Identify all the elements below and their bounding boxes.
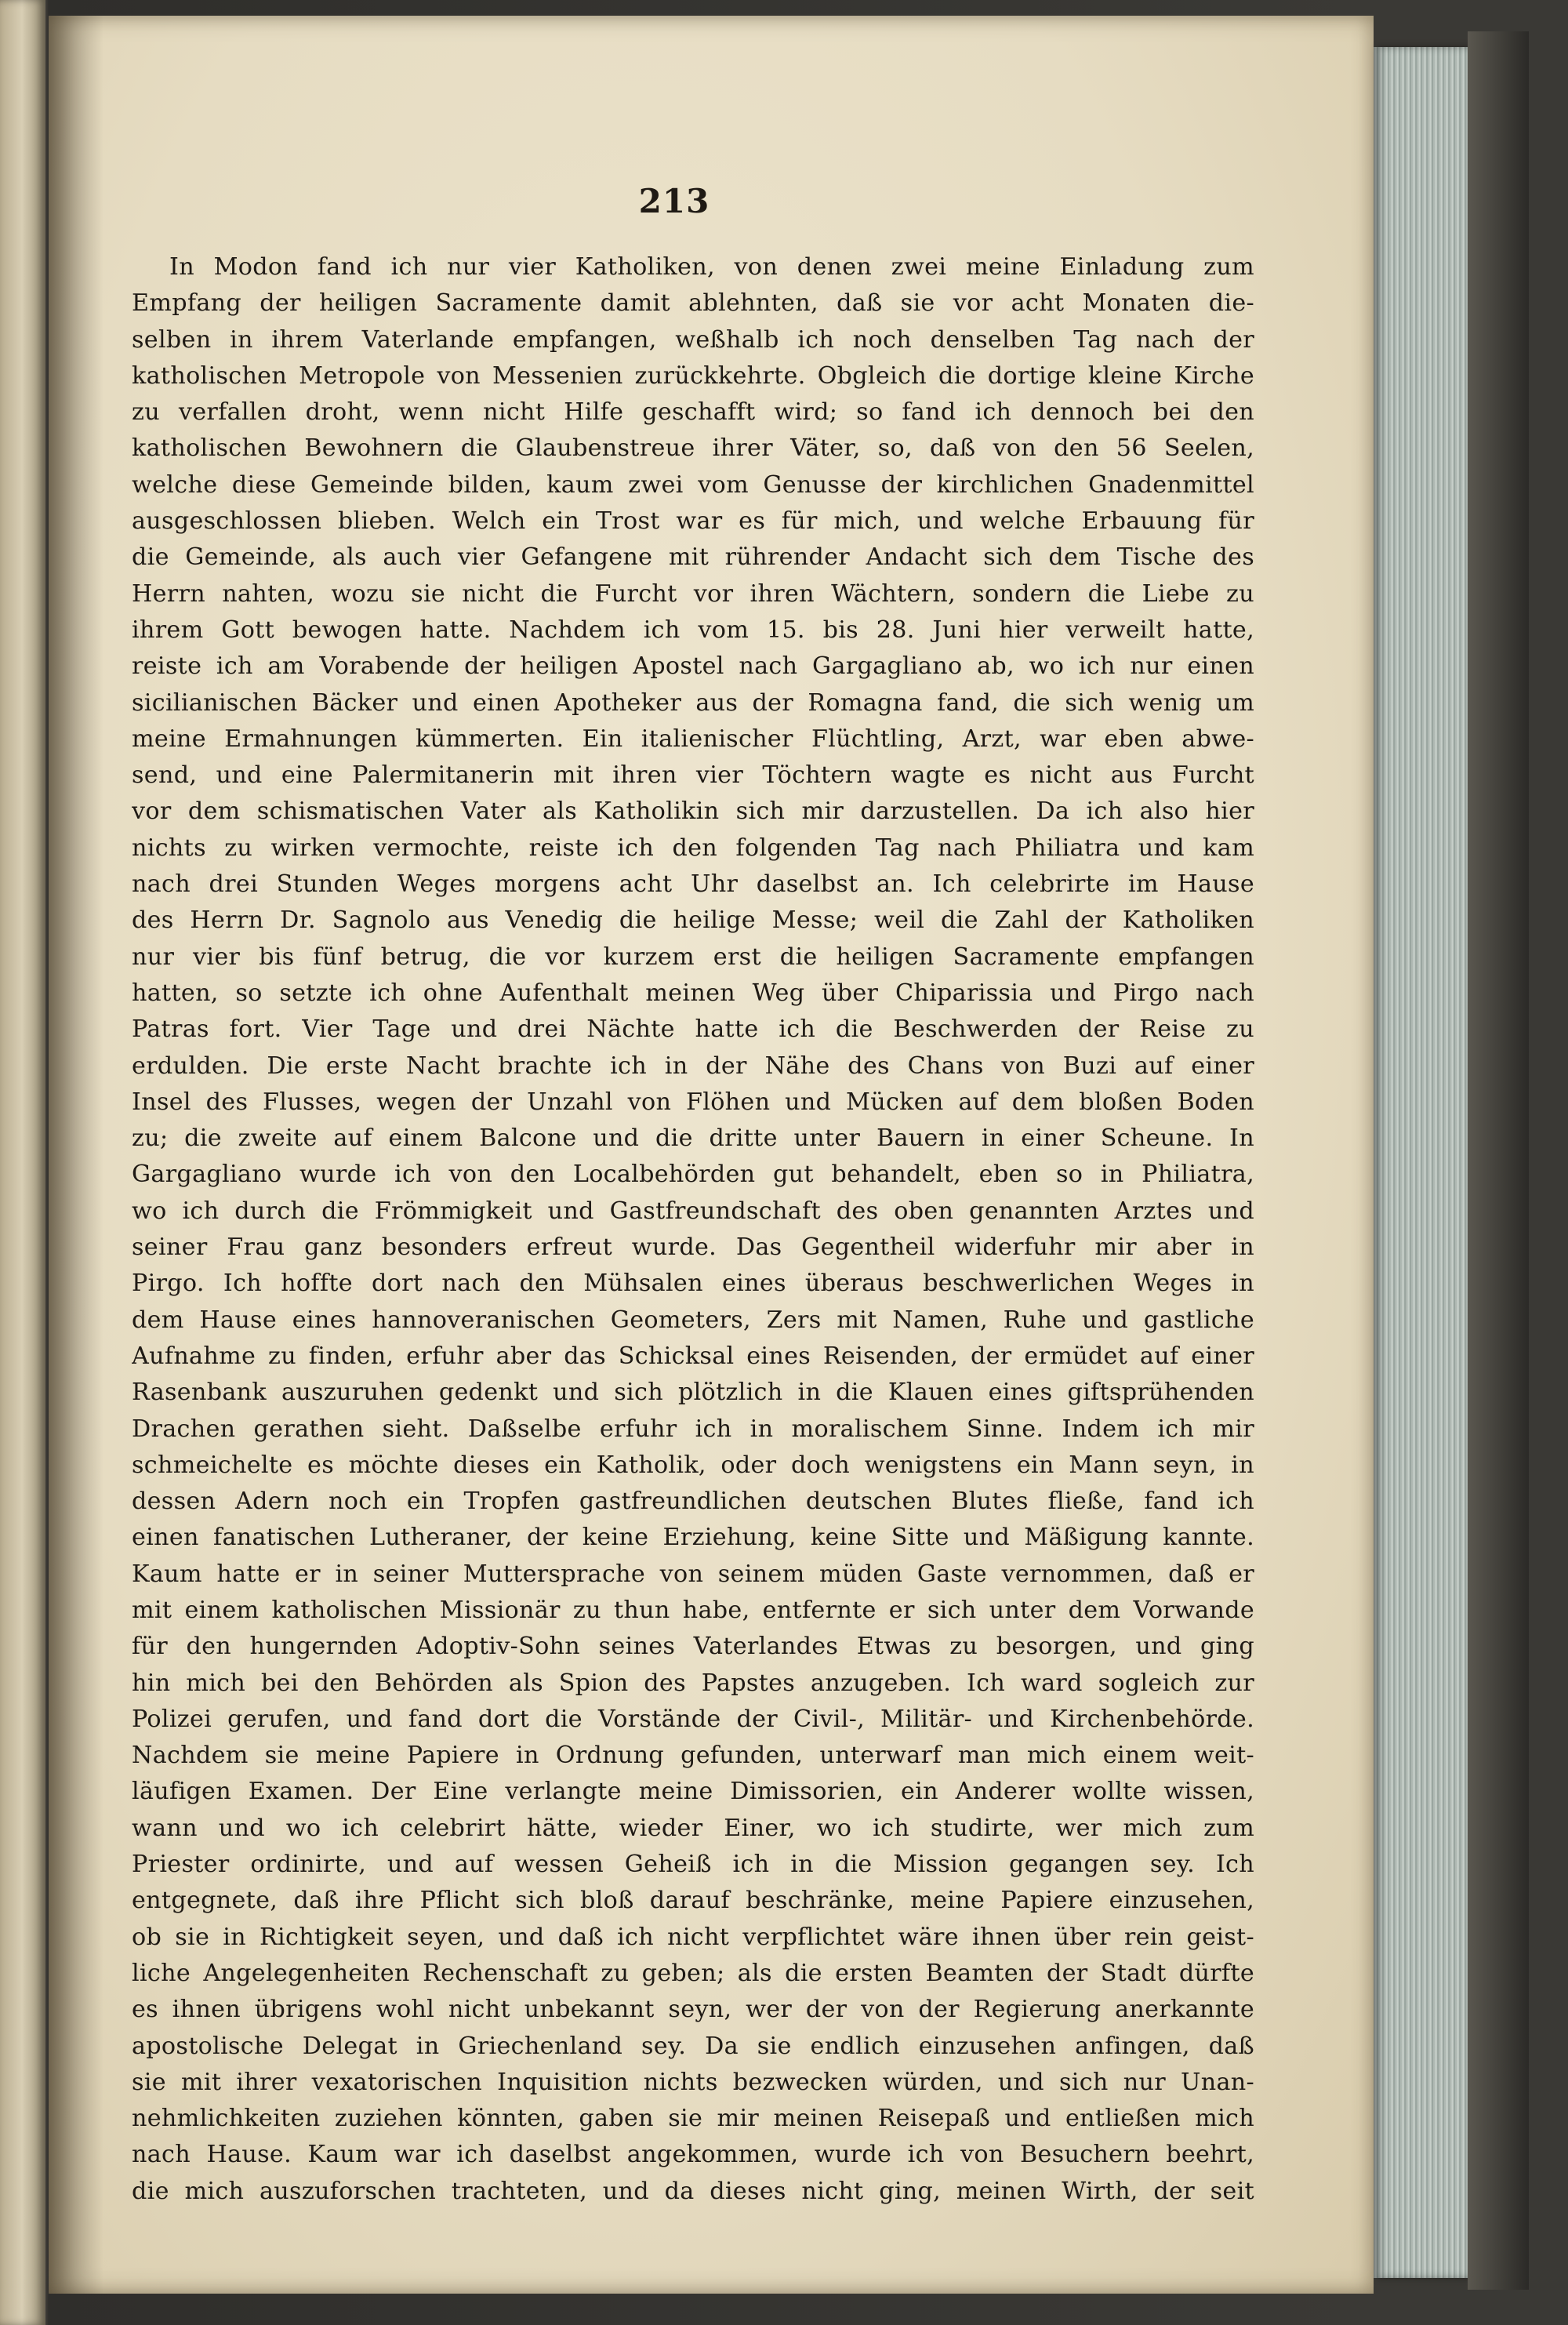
text-line: Patras fort. Vier Tage und drei Nächte hatte ich die Beschwerden der Reise zu (132, 1015, 1254, 1044)
text-line: nehmlichkeiten zuziehen könnten, gaben sie mir meinen Reisepaß und entließen mich (132, 2105, 1254, 2133)
text-line: Drachen gerathen sieht. Daßselbe erfuhr ich in moralischem Sinne. Indem ich mir (132, 1415, 1254, 1443)
text-line: ihrem Gott bewogen hatte. Nachdem ich vom 15. bis 28. Juni hier verweilt hatte, (132, 616, 1254, 644)
page-block-edges (1374, 47, 1468, 2278)
text-line: Gargagliano wurde ich von den Localbehörden gut behandelt, eben so in Philiatra, (132, 1161, 1254, 1189)
text-line: Nachdem sie meine Papiere in Ordnung gefunden, unterwarf man mich einem weit- (132, 1742, 1254, 1770)
text-line: send, und eine Palermitanerin mit ihren vier Töchtern wagte es nicht aus Furcht (132, 761, 1254, 790)
text-line: Rasenbank auszuruhen gedenkt und sich plötzlich in die Klauen eines giftsprühenden (132, 1379, 1254, 1407)
gutter-shadow (49, 16, 103, 2294)
text-line: die mich auszuforschen trachteten, und da dieses nicht ging, meinen Wirth, der seit (132, 2177, 1254, 2205)
text-line: ausgeschlossen blieben. Welch ein Trost war es für mich, und welche Erbauung für (132, 507, 1254, 536)
page-number: 213 (638, 182, 710, 220)
text-line: die Gemeinde, als auch vier Gefangene mit rührender Andacht sich dem Tische des (132, 543, 1254, 572)
text-line: nach Hause. Kaum war ich daselbst angekommen, wurde ich von Besuchern beehrt, (132, 2141, 1254, 2169)
text-line: mit einem katholischen Missionär zu thun habe, entfernte er sich unter dem Vorwande (132, 1596, 1254, 1624)
text-line: sicilianischen Bäcker und einen Apotheker aus der Romagna fand, die sich wenig um (132, 688, 1254, 717)
text-line: In Modon fand ich nur vier Katholiken, von denen zwei meine Einladung zum (169, 253, 1254, 281)
text-line: reiste ich am Vorabende der heiligen Apostel nach Gargagliano ab, wo ich nur einen (132, 652, 1254, 681)
text-line: hatten, so setzte ich ohne Aufenthalt meinen Weg über Chiparissia und Pirgo nach (132, 979, 1254, 1007)
text-line: selben in ihrem Vaterlande empfangen, weßhalb ich noch denselben Tag nach der (132, 325, 1254, 354)
text-line: Empfang der heiligen Sacramente damit ablehnten, daß sie vor acht Monaten die- (132, 289, 1254, 318)
text-line: vor dem schismatischen Vater als Katholikin sich mir darzustellen. Da ich also hier (132, 797, 1254, 826)
text-line: einen fanatischen Lutheraner, der keine Erziehung, keine Sitte und Mäßigung kannte. (132, 1524, 1254, 1552)
text-line: meine Ermahnungen kümmerten. Ein italienischer Flüchtling, Arzt, war eben abwe- (132, 725, 1254, 753)
text-line: Kaum hatte er in seiner Muttersprache von seinem müden Gaste vernommen, daß er (132, 1560, 1254, 1588)
text-line: zu verfallen droht, wenn nicht Hilfe geschafft wird; so fand ich dennoch bei den (132, 398, 1254, 427)
text-line: welche diese Gemeinde bilden, kaum zwei vom Genusse der kirchlichen Gnadenmittel (132, 470, 1254, 499)
text-line: nur vier bis fünf betrug, die vor kurzem erst die heiligen Sacramente empfangen (132, 943, 1254, 971)
text-line: Herrn nahten, wozu sie nicht die Furcht vor ihren Wächtern, sondern die Liebe zu (132, 579, 1254, 608)
text-line: katholischen Metropole von Messenien zurückkehrte. Obgleich die dortige kleine Kirche (132, 361, 1254, 390)
text-line: nach drei Stunden Weges morgens acht Uhr daselbst an. Ich celebrirte im Hause (132, 870, 1254, 899)
text-line: wann und wo ich celebrirt hätte, wieder Einer, wo ich studirte, wer mich zum (132, 1814, 1254, 1842)
text-line: sie mit ihrer vexatorischen Inquisition nichts bezwecken würden, und sich nur Unan- (132, 2068, 1254, 2096)
text-line: erdulden. Die erste Nacht brachte ich in der Nähe des Chans von Buzi auf einer (132, 1052, 1254, 1080)
text-line: Priester ordinirte, und auf wessen Geheiß ich in die Mission gegangen sey. Ich (132, 1851, 1254, 1879)
text-line: wo ich durch die Frömmigkeit und Gastfreundschaft des oben genannten Arztes und (132, 1197, 1254, 1225)
text-line: dem Hause eines hannoveranischen Geometers, Zers mit Namen, Ruhe und gastliche (132, 1306, 1254, 1334)
text-line: liche Angelegenheiten Rechenschaft zu geben; als die ersten Beamten der Stadt dürfte (132, 1959, 1254, 1987)
text-line: es ihnen übrigens wohl nicht unbekannt seyn, wer der von der Regierung anerkannte (132, 1996, 1254, 2024)
text-line: entgegnete, daß ihre Pflicht sich bloß darauf beschränke, meine Papiere einzusehen, (132, 1887, 1254, 1915)
text-line: Polizei gerufen, und fand dort die Vorstände der Civil-, Militär- und Kirchenbehörde. (132, 1705, 1254, 1733)
text-line: hin mich bei den Behörden als Spion des Papstes anzugeben. Ich ward sogleich zur (132, 1669, 1254, 1697)
text-line: Pirgo. Ich hoffte dort nach den Mühsalen eines überaus beschwerlichen Weges in (132, 1270, 1254, 1298)
text-line: des Herrn Dr. Sagnolo aus Venedig die heilige Messe; weil die Zahl der Katholiken (132, 906, 1254, 935)
book-cover-edge (1468, 31, 1529, 2290)
text-line: läufigen Examen. Der Eine verlangte meine Dimissorien, ein Anderer wollte wissen, (132, 1778, 1254, 1806)
text-line: schmeichelte es möchte dieses ein Katholik, oder doch wenigstens ein Mann seyn, in (132, 1451, 1254, 1479)
text-line: für den hungernden Adoptiv-Sohn seines Vaterlandes Etwas zu besorgen, und ging (132, 1633, 1254, 1661)
text-line: dessen Adern noch ein Tropfen gastfreundlichen deutschen Blutes fließe, fand ich (132, 1488, 1254, 1516)
previous-page-edge (0, 0, 45, 2325)
text-line: seiner Frau ganz besonders erfreut wurde. Das Gegentheil widerfuhr mir aber in (132, 1233, 1254, 1262)
text-line: nichts zu wirken vermochte, reiste ich den folgenden Tag nach Philiatra und kam (132, 834, 1254, 862)
text-line: Insel des Flusses, wegen der Unzahl von Flöhen und Mücken auf dem bloßen Boden (132, 1088, 1254, 1116)
text-line: apostolische Delegat in Griechenland sey. Da sie endlich einzusehen anfingen, daß (132, 2032, 1254, 2060)
body-text (132, 249, 1254, 2210)
text-line: zu; die zweite auf einem Balcone und die dritte unter Bauern in einer Scheune. In (132, 1124, 1254, 1153)
text-line: katholischen Bewohnern die Glaubenstreue ihrer Väter, so, daß von den 56 Seelen, (132, 434, 1254, 463)
text-line: ob sie in Richtigkeit seyen, und daß ich nicht verpflichtet wäre ihnen über rein geist- (132, 1923, 1254, 1951)
text-line: Aufnahme zu finden, erfuhr aber das Schicksal eines Reisenden, der ermüdet auf einer (132, 1342, 1254, 1370)
